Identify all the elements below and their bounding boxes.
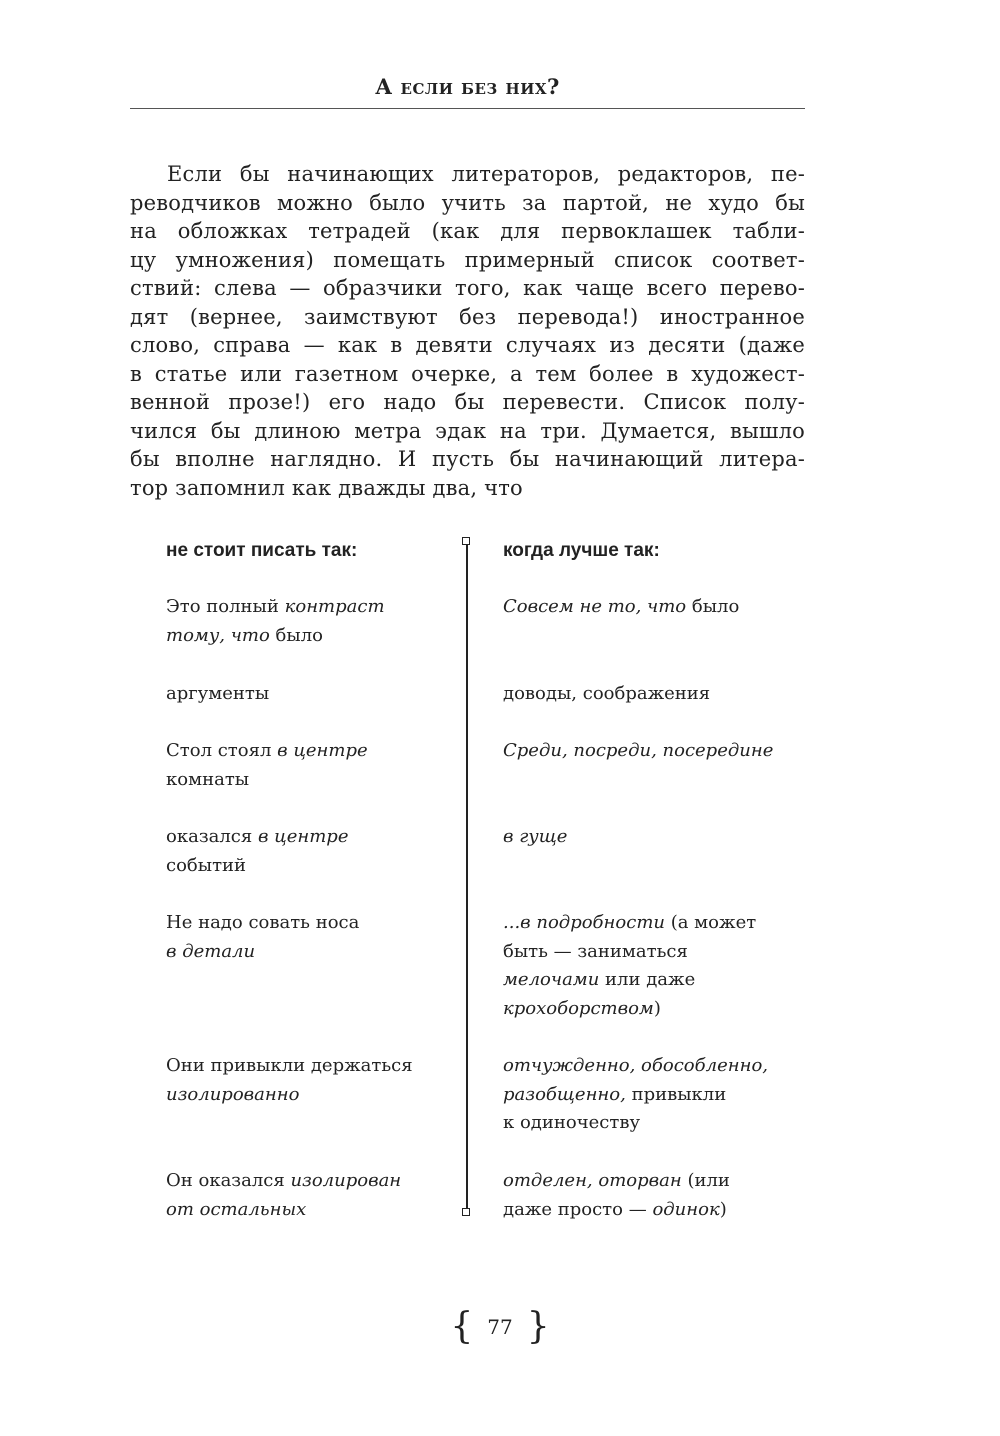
table-cell-left xyxy=(166,593,451,650)
table-cell-left xyxy=(166,1167,451,1224)
text-run: быть — заниматься xyxy=(503,940,688,962)
text-run: ) xyxy=(719,1198,727,1220)
italic-run: в центре xyxy=(257,826,349,847)
italic-run: от остальных xyxy=(166,1198,307,1220)
paragraph-line: дят (вернее, заимствуют без перевода!) иностранное xyxy=(130,304,805,329)
header-initial: А xyxy=(375,74,393,99)
text-run: аргументы xyxy=(166,683,270,704)
text-run: или даже xyxy=(599,969,696,991)
text-run: Стол стоял xyxy=(166,740,278,761)
text-run: доводы, соображения xyxy=(503,683,711,704)
column-divider xyxy=(466,542,468,1212)
italic-run: одинок xyxy=(652,1198,720,1220)
table-cell-left xyxy=(166,680,451,709)
table-cell-right xyxy=(503,909,803,1024)
text-run: Он оказался xyxy=(166,1170,291,1191)
italic-run: в центре xyxy=(277,740,368,761)
right-column-heading: когда лучше так: xyxy=(503,540,660,561)
right-brace: } xyxy=(526,1306,550,1347)
italic-run: в гуще xyxy=(503,826,568,847)
italic-run: отчужденно, обособленно, xyxy=(503,1055,769,1076)
table-cell-right xyxy=(503,680,803,709)
table-cell-right xyxy=(503,823,803,852)
paragraph-line: на обложках тетрадей (как для первоклашек табли- xyxy=(130,219,805,243)
left-brace: { xyxy=(450,1306,474,1347)
italic-run: Среди, посреди, посередине xyxy=(503,740,774,761)
paragraph-line: слово, справа — как в девяти случаях из десяти (даже xyxy=(130,333,805,357)
paragraph-line: цу умножения) помещать примерный список соответ- xyxy=(130,247,805,272)
italic-run: мелочами xyxy=(503,969,600,991)
table-cell-left xyxy=(166,737,451,794)
paragraph-line: бы вполне наглядно. И пусть бы начинающий литера- xyxy=(130,447,805,471)
text-run: было xyxy=(686,596,740,617)
italic-run: контраст xyxy=(284,596,385,617)
italic-run: в детали xyxy=(166,940,256,962)
table-cell-left xyxy=(166,1052,451,1109)
text-run: оказался xyxy=(166,826,258,847)
italic-run: разобщенно, xyxy=(503,1083,626,1105)
italic-run: ...в подробности xyxy=(503,912,665,933)
text-run: Это полный xyxy=(166,596,285,617)
italic-run: крохоборством xyxy=(503,998,654,1020)
italic-run: Совсем не то, что xyxy=(503,596,687,617)
italic-run: отделен, оторван xyxy=(503,1170,682,1191)
text-run: комнаты xyxy=(166,768,250,790)
paragraph-line: в статье или газетном очерке, а тем более в художест- xyxy=(130,361,805,386)
table-cell-right xyxy=(503,737,803,766)
header-rest: если без них? xyxy=(392,74,560,99)
paragraph-line: чился бы длиною метра эдак на три. Думается, вышло xyxy=(130,418,805,443)
text-run: было xyxy=(269,624,323,646)
text-run: Они привыкли держаться xyxy=(166,1055,413,1076)
left-column-heading: не стоит писать так: xyxy=(166,540,358,561)
paragraph-line: тор запомнил как дважды два, что xyxy=(130,475,523,500)
text-run: привыкли xyxy=(625,1083,727,1105)
table-cell-right xyxy=(503,593,803,622)
table-cell-right xyxy=(503,1167,803,1224)
text-run: событий xyxy=(166,854,247,876)
italic-run: тому, что xyxy=(166,624,270,646)
italic-run: изолированно xyxy=(166,1083,300,1105)
text-run: даже просто — xyxy=(503,1198,653,1220)
paragraph-line: реводчиков можно было учить за партой, не худо бы xyxy=(130,190,805,215)
text-run: (или xyxy=(681,1170,730,1191)
text-run: Не надо совать носа xyxy=(166,912,360,933)
divider-bottom-cap xyxy=(462,1208,470,1216)
italic-run: изолирован xyxy=(290,1170,402,1191)
divider-top-cap xyxy=(462,537,470,545)
paragraph-line: Если бы начинающих литераторов, редакторов, пе- xyxy=(167,162,805,186)
table-cell-left xyxy=(166,909,451,966)
text-run: к одиночеству xyxy=(503,1112,641,1134)
table-cell-right xyxy=(503,1052,803,1138)
text-run: (а может xyxy=(664,912,757,933)
text-run: ) xyxy=(653,998,661,1020)
page-number-footer xyxy=(0,1306,1000,1347)
page-number: 77 xyxy=(487,1314,513,1339)
paragraph-line: ствий: слева — образчики того, как чаще всего перево- xyxy=(130,276,805,300)
table-cell-left xyxy=(166,823,451,880)
paragraph-line: венной прозе!) его надо бы перевести. Список полу- xyxy=(130,390,805,414)
